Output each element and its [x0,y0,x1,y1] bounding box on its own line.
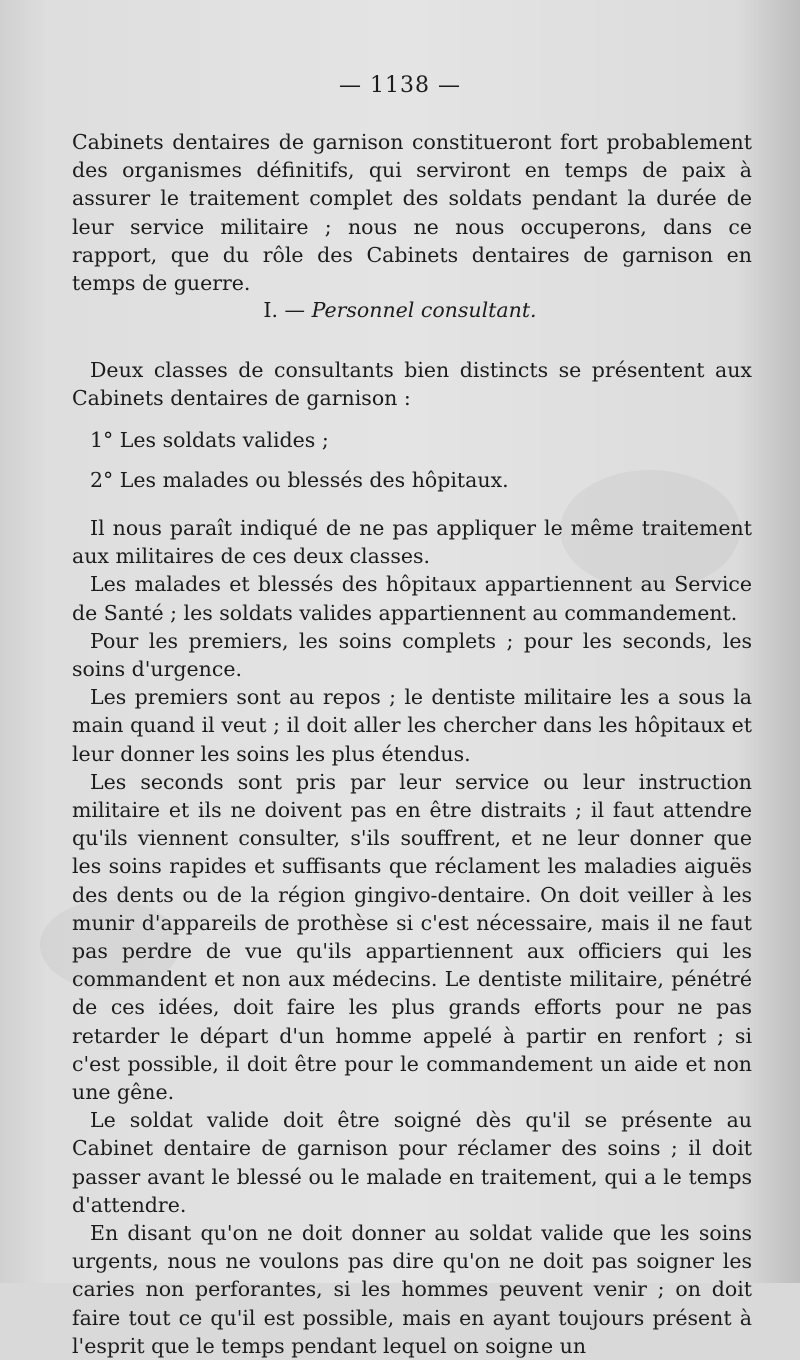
section-numeral: I. — [263,298,306,322]
intro-paragraph-block [72,128,752,297]
body-text-block [72,514,752,1360]
intro-paragraph: Cabinets dentaires de garnison constitueront fort probablement des organismes définitifs, qui serviront en temps de paix à assurer le traitement complet des soldats pendant la durée de leur service militaire ; nous ne nous occuperons, dans ce rapport, que du rôle des Cabinets dentaires de garnison en temps de guerre. [72,130,752,296]
body-paragraph: Il nous paraît indiqué de ne pas appliquer le même traitement aux militaires de ces deux classes. [72,516,752,569]
section-title: Personnel consultant. [311,298,537,322]
body-paragraph: Le soldat valide doit être soigné dès qu'il se présente au Cabinet dentaire de garnison pour réclamer des soins ; il doit passer avant le blessé ou le malade en traitement, qui a le temps d'attendre. [72,1108,752,1217]
list-item-sick-wounded: 2° Les malades ou blessés des hôpitaux. [90,468,509,492]
classes-intro-paragraph: Deux classes de consultants bien distincts se présentent aux Cabinets dentaires de garnison : [72,358,752,411]
page-number: — 1138 — [339,73,461,98]
body-paragraph: En disant qu'on ne doit donner au soldat valide que les soins urgents, nous ne voulons pas dire qu'on ne doit pas soigner les caries non perforantes, si les hommes peuvent venir ; on doit faire tout ce qu'il est possible, mais en ayant toujours présent à l'esprit que le temps pendant lequel on soigne un [72,1221,752,1358]
classes-intro-block [72,356,752,412]
body-paragraph: Pour les premiers, les soins complets ; pour les seconds, les soins d'urgence. [72,628,752,682]
list-item-valid-soldiers: 1° Les soldats valides ; [90,428,329,452]
body-paragraph: Les malades et blessés des hôpitaux appartiennent au Service de Santé ; les soldats valides appartiennent au commandement. [72,572,752,625]
body-paragraph: Les premiers sont au repos ; le dentiste militaire les a sous la main quand il veut ; il doit aller les chercher dans les hôpitaux et leur donner les soins les plus étendus. [72,685,752,766]
section-heading [0,298,800,322]
body-paragraph: Les seconds sont pris par leur service ou leur instruction militaire et ils ne doivent pas en être distraits ; il faut attendre qu'ils viennent consulter, s'ils souffrent, et ne leur donner que les soins rapides et suffisants que réclament les maladies aiguës des dents ou de la région gingivo-dentaire. On doit veiller à les munir d'appareils de prothèse si c'est nécessaire, mais il ne faut pas perdre de vue qu'ils appartiennent aux officiers qui les commandent et non aux médecins. Le dentiste militaire, pénétré de ces idées, doit faire les plus grands efforts pour ne pas retarder le départ d'un homme appelé à partir en renfort ; si c'est possible, il doit être pour le commandement un aide et non une gêne. [72,769,752,1105]
